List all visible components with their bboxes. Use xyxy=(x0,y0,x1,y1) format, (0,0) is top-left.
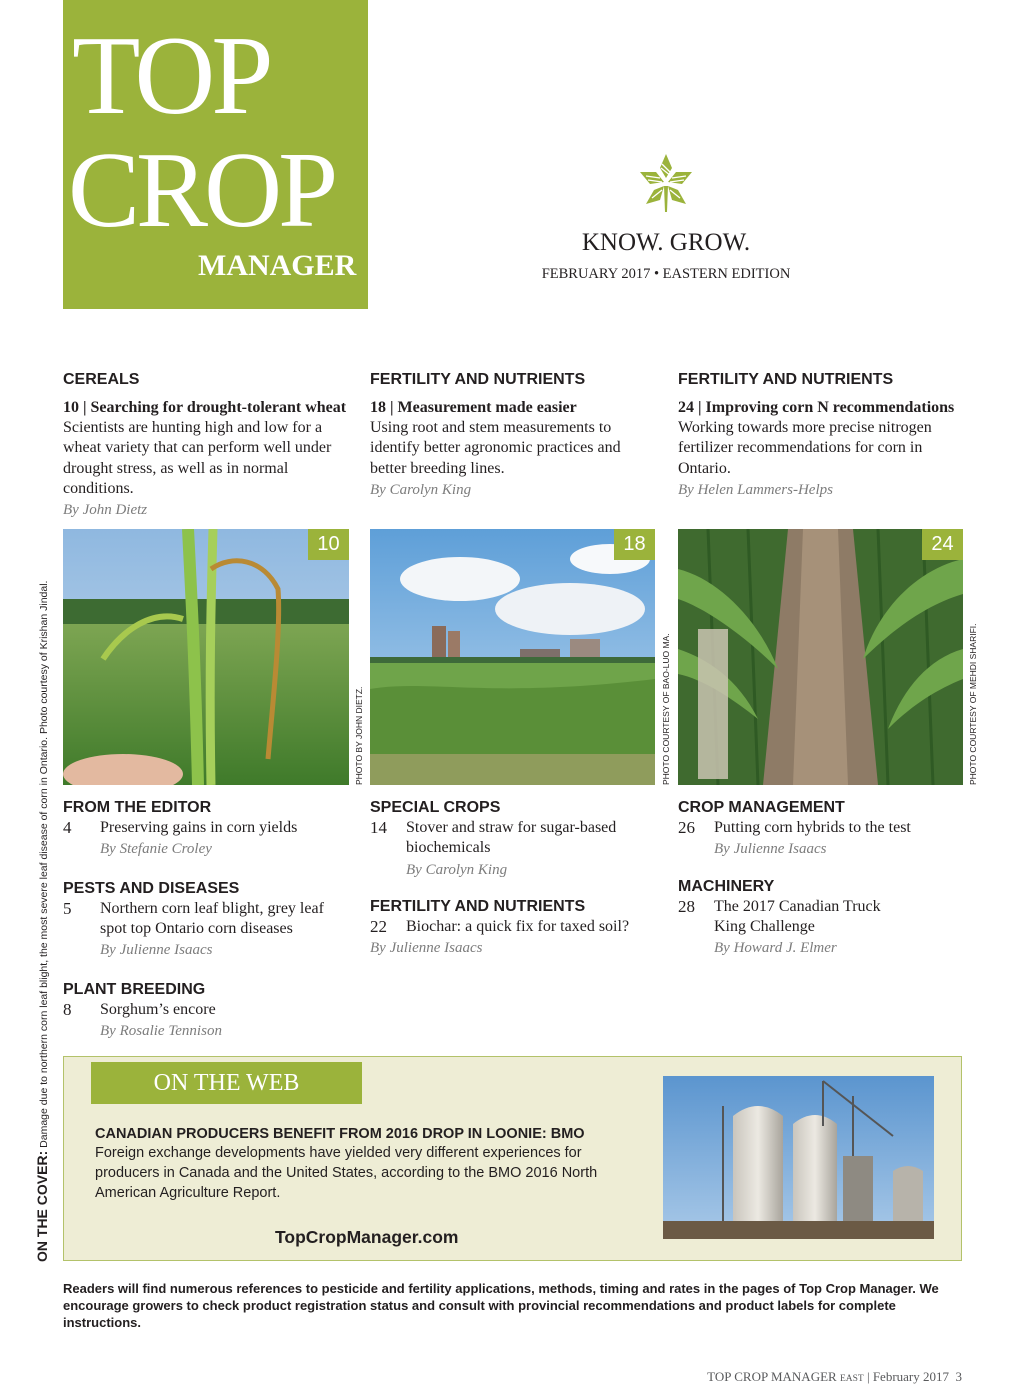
feature-title[interactable]: 10 | Searching for drought-tolerant wheat xyxy=(63,399,347,416)
department-title[interactable]: Northern corn leaf blight, grey leaf spot top Ontario corn diseases xyxy=(100,900,324,938)
web-article-summary: Foreign exchange developments have yielded very different experiences for producers in Canada and the United States, according to the BMO 2016 North American Agriculture Report. xyxy=(95,1145,598,1201)
field-photo[interactable] xyxy=(370,529,655,785)
feature-description: Working towards more precise nitrogen fertilizer recommendations for corn in Ontario. xyxy=(678,419,932,477)
feature-title[interactable]: 18 | Measurement made easier xyxy=(370,399,577,416)
department-page-number: 26 xyxy=(678,818,695,837)
department-page-number: 22 xyxy=(370,917,387,936)
footer-date: February 2017 xyxy=(872,1369,949,1384)
photo-credit: PHOTO BY JOHN DIETZ. xyxy=(354,686,364,785)
department-byline: By Carolyn King xyxy=(406,862,508,878)
department-title[interactable]: Preserving gains in corn yields xyxy=(100,819,298,836)
department-title[interactable]: Sorghum’s encore xyxy=(100,1001,216,1018)
feature-section-heading: CEREALS xyxy=(63,371,140,388)
feature-photo-number: 24 xyxy=(922,529,963,560)
department-heading: CROP MANAGEMENT xyxy=(678,799,845,816)
department-byline: By Julienne Isaacs xyxy=(714,841,827,857)
footer-publication: TOP CROP MANAGER xyxy=(707,1369,837,1384)
tagline: KNOW. GROW. xyxy=(581,229,751,256)
feature-byline: By John Dietz xyxy=(63,502,148,518)
cover-caption-label: ON THE COVER: xyxy=(34,1150,50,1262)
grain-silo-photo xyxy=(663,1076,934,1239)
feature-description: Scientists are hunting high and low for a wheat variety that can perform well under drought stress, as well as in normal conditions. xyxy=(63,419,332,497)
department-heading: PLANT BREEDING xyxy=(63,981,206,998)
disclaimer-note: Readers will find numerous references to pesticide and fertility applications, methods, timing and rates in the pages of Top Crop Manager. We encourage growers to check product registration status and consult with provincial recommendations and product labels for complete instructions. xyxy=(63,1281,939,1330)
department-title[interactable]: Stover and straw for sugar-based biochemicals xyxy=(406,819,617,857)
masthead-title-top: TOP xyxy=(72,14,270,138)
issue-date-edition: FEBRUARY 2017 • EASTERN EDITION xyxy=(541,266,791,282)
masthead-title-manager: MANAGER xyxy=(198,249,357,282)
department-heading: PESTS AND DISEASES xyxy=(63,880,240,897)
web-article-headline[interactable]: CANADIAN PRODUCERS BENEFIT FROM 2016 DROP IN LOONIE: BMO xyxy=(95,1126,585,1142)
corn-photo[interactable] xyxy=(678,529,963,785)
department-heading: SPECIAL CROPS xyxy=(370,799,501,816)
page-number: 3 xyxy=(955,1369,962,1384)
department-page-number: 8 xyxy=(63,1000,72,1019)
department-byline: By Julienne Isaacs xyxy=(100,942,213,958)
department-title[interactable]: Biochar: a quick fix for taxed soil? xyxy=(406,918,630,935)
feature-description: Using root and stem measurements to identify better agronomic practices and better breeding lines. xyxy=(370,419,621,477)
feature-photo-number: 18 xyxy=(614,529,655,560)
masthead-title-crop: CROP xyxy=(68,131,335,250)
feature-photo-number: 10 xyxy=(308,529,349,560)
website-link[interactable]: TopCropManager.com xyxy=(275,1227,459,1247)
department-page-number: 4 xyxy=(63,818,72,837)
department-heading: FROM THE EDITOR xyxy=(63,799,212,816)
department-byline: By Rosalie Tennison xyxy=(100,1023,222,1039)
wheat-leaf-icon xyxy=(636,152,696,214)
department-title[interactable]: Putting corn hybrids to the test xyxy=(714,819,911,836)
cover-caption-text: Damage due to northern corn leaf blight, the most severe leaf disease of corn in Ontario. Photo courtesy of Krishan Jindal. xyxy=(38,580,50,1148)
department-page-number: 5 xyxy=(63,899,72,918)
department-heading: FERTILITY AND NUTRIENTS xyxy=(370,898,586,915)
department-byline: By Julienne Isaacs xyxy=(370,940,483,956)
department-title[interactable]: The 2017 Canadian Truck King Challenge xyxy=(714,898,881,936)
department-byline: By Howard J. Elmer xyxy=(714,940,837,956)
feature-byline: By Helen Lammers-Helps xyxy=(678,482,833,498)
department-page-number: 14 xyxy=(370,818,387,837)
photo-credit: PHOTO COURTESY OF MEHDI SHARIFI. xyxy=(968,623,978,785)
feature-section-heading: FERTILITY AND NUTRIENTS xyxy=(370,371,586,388)
on-the-web-tab: ON THE WEB xyxy=(91,1062,362,1104)
wheat-photo[interactable] xyxy=(63,529,349,785)
cover-caption xyxy=(34,580,51,1262)
footer-edition: EAST xyxy=(839,1374,864,1384)
department-page-number: 28 xyxy=(678,897,695,916)
feature-byline: By Carolyn King xyxy=(370,482,472,498)
page-footer: TOP CROP MANAGER EAST | February 2017 3 xyxy=(707,1369,962,1384)
department-heading: MACHINERY xyxy=(678,878,775,895)
feature-title[interactable]: 24 | Improving corn N recommendations xyxy=(678,399,955,416)
photo-credit: PHOTO COURTESY OF BAO-LUO MA. xyxy=(661,633,671,785)
department-byline: By Stefanie Croley xyxy=(100,841,212,857)
feature-section-heading: FERTILITY AND NUTRIENTS xyxy=(678,371,894,388)
